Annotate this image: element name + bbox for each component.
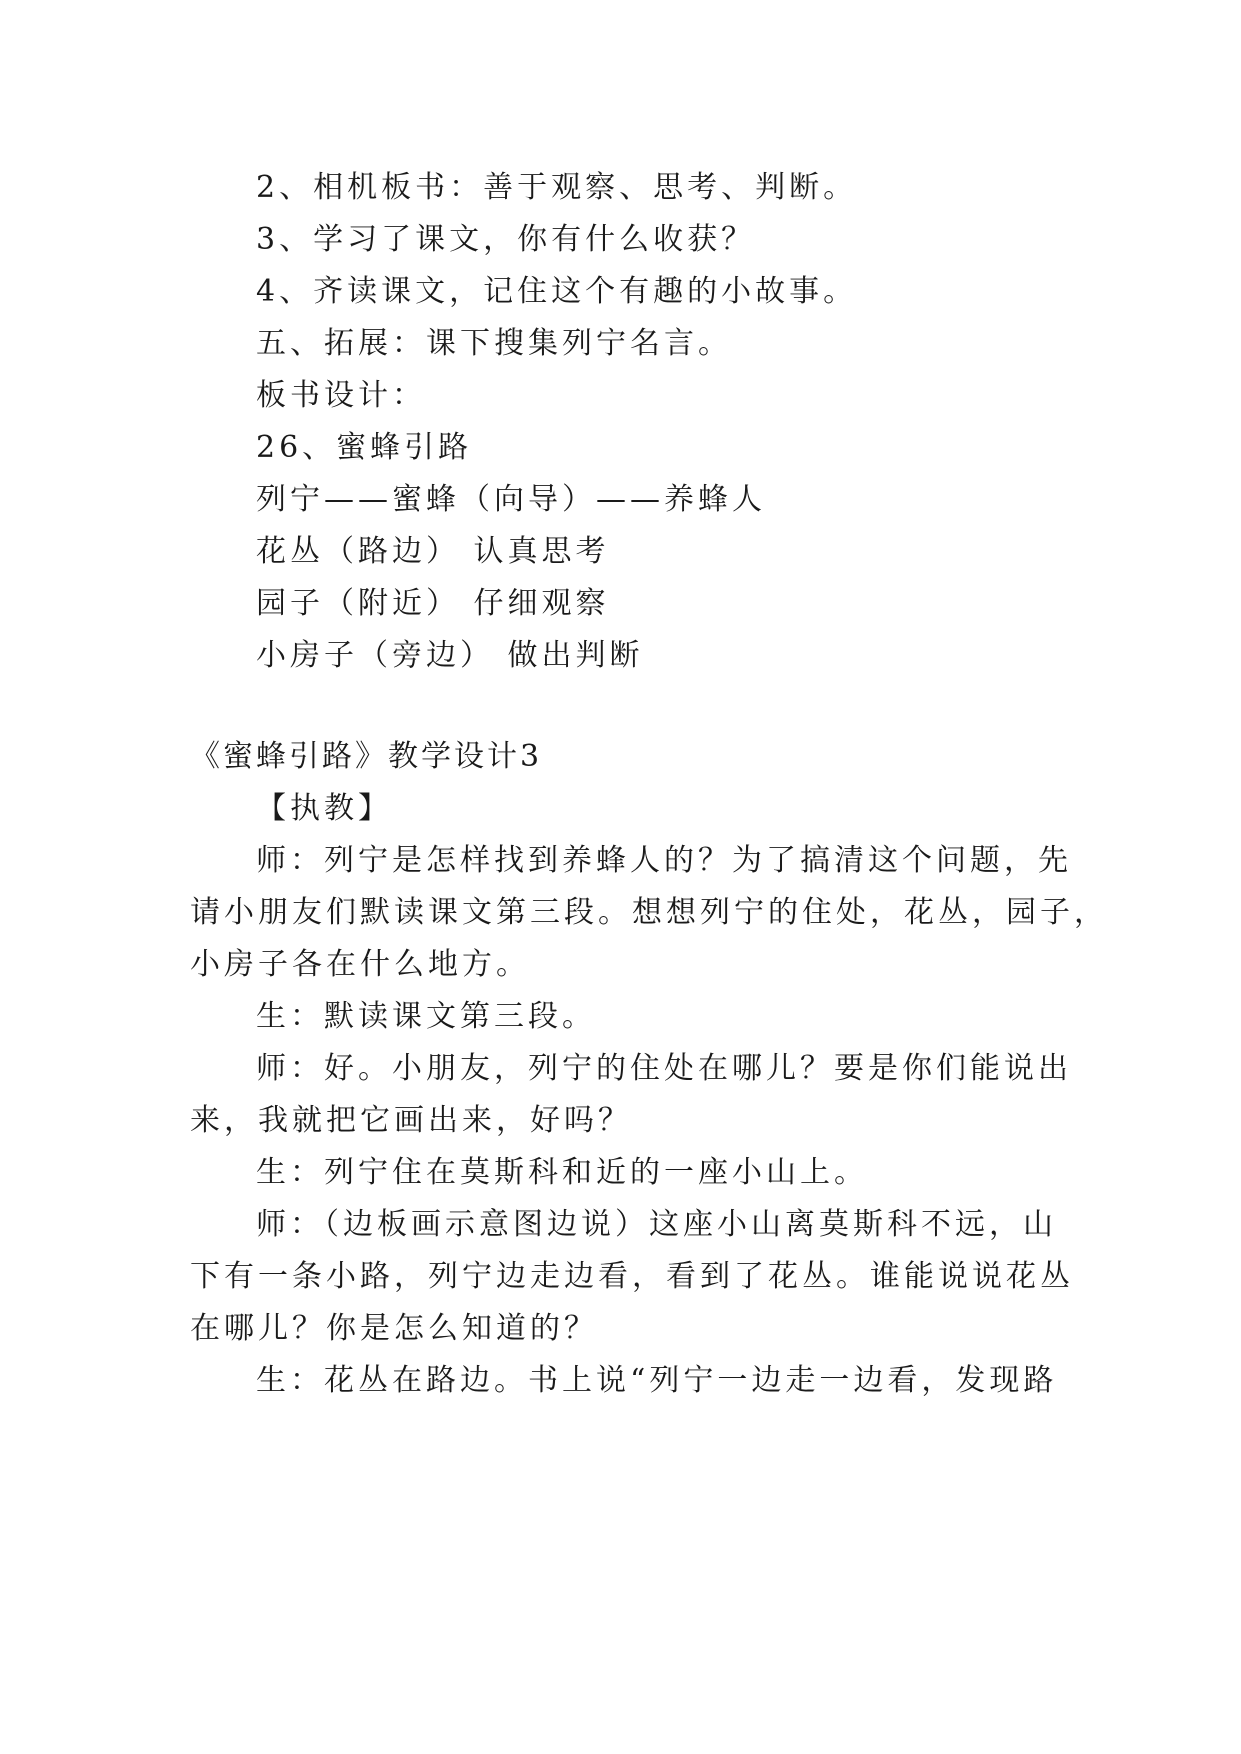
text-line: 4、齐读课文，记住这个有趣的小故事。 — [256, 274, 858, 309]
board-design-line: 列宁——蜜蜂（向导）——养蜂人 — [256, 482, 766, 517]
dialogue-line: 下有一条小路，列宁边走边看，看到了花丛。谁能说说花丛 — [190, 1259, 1074, 1294]
board-design-line: 小房子（旁边） 做出判断 — [256, 638, 644, 673]
board-design-line: 花丛（路边） 认真思考 — [256, 534, 610, 569]
dialogue-line: 来，我就把它画出来，好吗？ — [190, 1103, 632, 1138]
section-title: 《蜜蜂引路》教学设计3 — [190, 739, 543, 774]
section-label: 【执教】 — [256, 791, 392, 826]
board-design-label: 板书设计： — [256, 378, 426, 413]
dialogue-line: 小房子各在什么地方。 — [190, 947, 530, 982]
text-line: 3、学习了课文，你有什么收获？ — [256, 222, 756, 257]
board-design-line: 园子（附近） 仔细观察 — [256, 586, 610, 621]
text-line: 2、相机板书：善于观察、思考、判断。 — [256, 170, 858, 205]
dialogue-line: 在哪儿？你是怎么知道的？ — [190, 1311, 598, 1346]
dialogue-line: 生：默读课文第三段。 — [256, 999, 596, 1034]
dialogue-line: 师：列宁是怎样找到养蜂人的？为了搞清这个问题，先 — [256, 843, 1072, 878]
dialogue-line: 生：列宁住在莫斯科和近的一座小山上。 — [256, 1155, 868, 1190]
dialogue-line: 生：花丛在路边。书上说“列宁一边走一边看，发现路 — [256, 1363, 1058, 1398]
dialogue-line: 师：好。小朋友，列宁的住处在哪儿？要是你们能说出 — [256, 1051, 1072, 1086]
board-design-title: 26、蜜蜂引路 — [256, 430, 473, 465]
dialogue-line: 师：（边板画示意图边说）这座小山离莫斯科不远，山 — [256, 1207, 1057, 1242]
text-line: 五、拓展：课下搜集列宁名言。 — [256, 326, 732, 361]
dialogue-line: 请小朋友们默读课文第三段。想想列宁的住处，花丛，园子， — [190, 895, 1108, 930]
